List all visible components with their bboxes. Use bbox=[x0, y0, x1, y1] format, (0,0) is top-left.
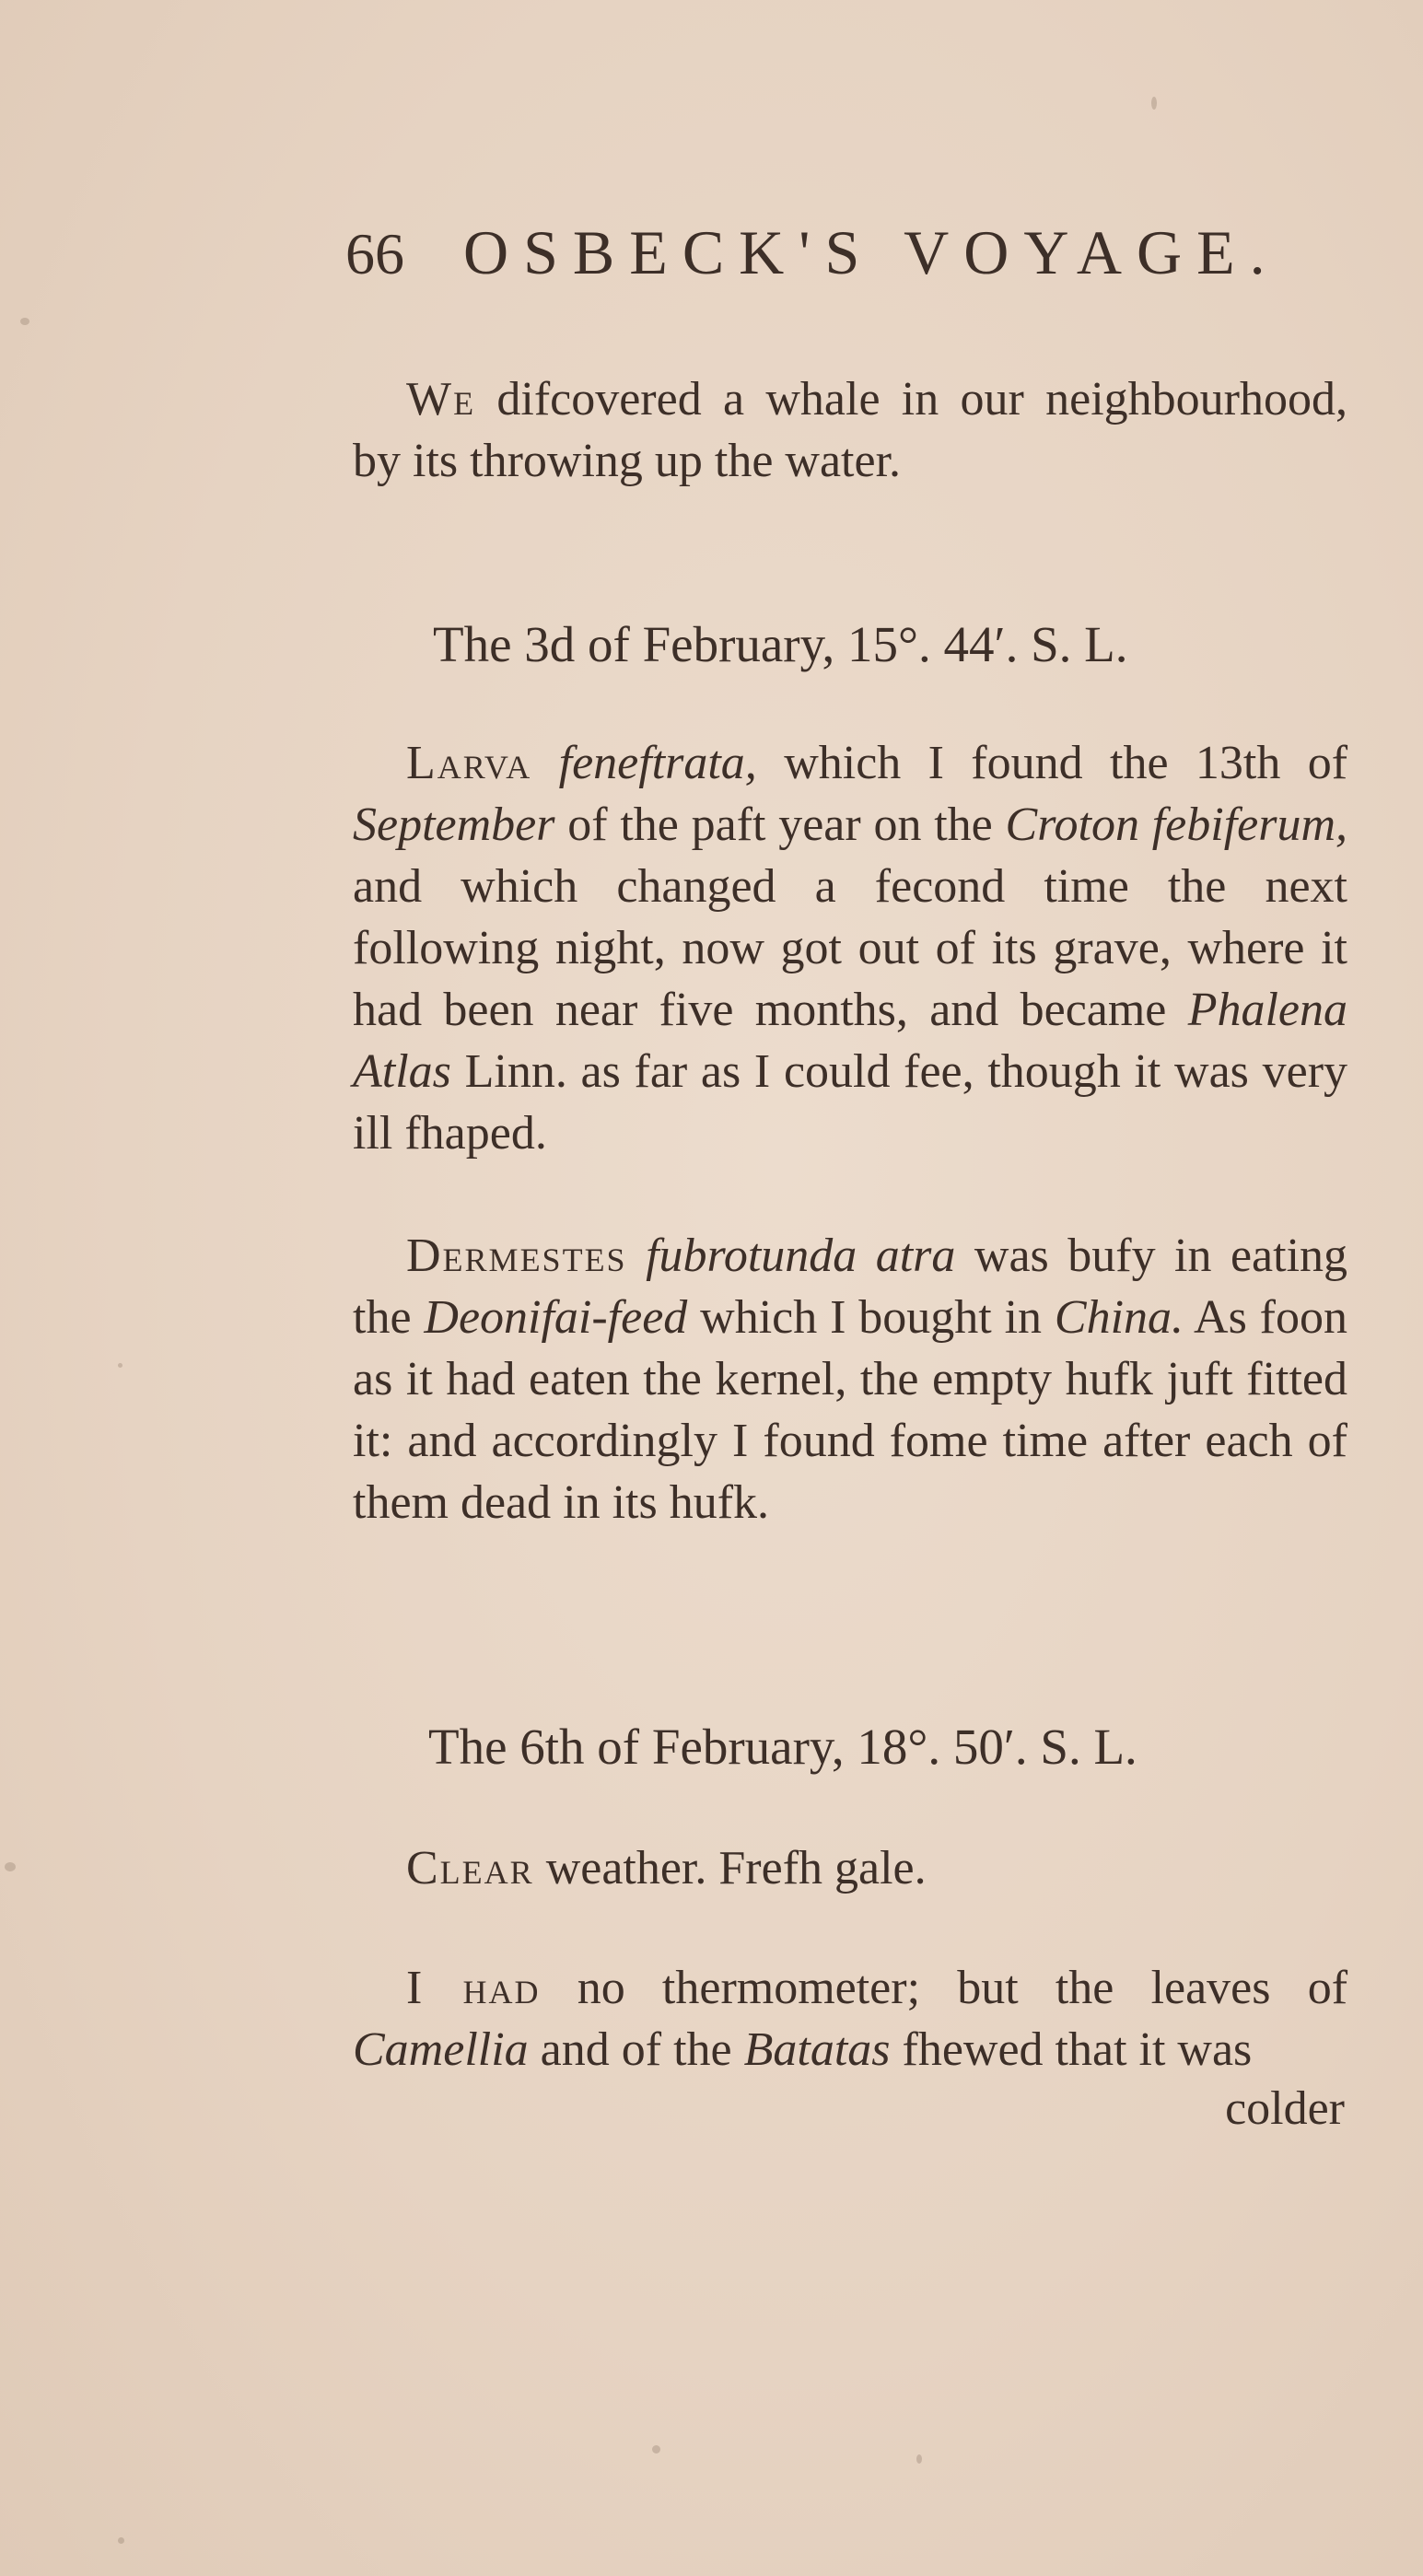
moth-name: Phalena Atlas bbox=[353, 984, 1347, 1098]
paragraph-text: Linn. as far as I could fee, though it was very ill fhaped. bbox=[353, 1045, 1348, 1160]
foxing-spot bbox=[5, 1862, 16, 1871]
paragraph-text: weather. Frefh gale. bbox=[545, 1842, 927, 1894]
paragraph-lead-word: We bbox=[406, 373, 476, 425]
paragraph-text: fhewed that it was bbox=[902, 2023, 1253, 2076]
paragraph-text: of the paft year on the bbox=[567, 798, 993, 851]
paragraph-text: which I bought in bbox=[700, 1291, 1043, 1344]
date-heading-feb-6: The 6th of February, 18°. 50′. S. L. bbox=[428, 1719, 1137, 1775]
foxing-spot bbox=[916, 2454, 922, 2464]
running-title: OSBECK'S VOYAGE. bbox=[463, 217, 1280, 287]
plant-name: Croton febiferum, bbox=[1005, 798, 1348, 851]
paragraph-lead-word: Dermestes bbox=[406, 1230, 627, 1282]
paragraph-whale bbox=[353, 368, 1347, 492]
paragraph-weather bbox=[353, 1837, 1347, 1899]
species-name: feneftrata, bbox=[558, 737, 757, 789]
page-number: 66 bbox=[345, 221, 404, 286]
paragraph-text: and which changed a fecond time the next following night, now got out of its grave, where it had been near five months, and became bbox=[353, 860, 1347, 1036]
date-heading-feb-3: The 3d of February, 15°. 44′. S. L. bbox=[433, 616, 1128, 672]
page-header bbox=[345, 216, 1359, 290]
paragraph-dermestes bbox=[353, 1225, 1347, 1533]
country-name: China. bbox=[1054, 1291, 1184, 1344]
paragraph-lead-word: Larva bbox=[406, 737, 532, 789]
paragraph-text: no thermometer; but the leaves of bbox=[577, 1962, 1348, 2014]
paragraph-text: As foon as it had eaten the kernel, the empty hufk juft fitted it: and accordingly I found fome time after each of them dead in its hufk. bbox=[353, 1291, 1347, 1529]
species-name: fubrotunda atra bbox=[646, 1230, 956, 1282]
catchword: colder bbox=[1225, 2082, 1345, 2135]
paragraph-lead-word: I had bbox=[406, 1962, 541, 2014]
paragraph-text: which I found the 13th of bbox=[784, 737, 1348, 789]
foxing-spot bbox=[118, 1363, 122, 1368]
paragraph-thermometer bbox=[353, 1957, 1347, 2081]
paragraph-lead-word: Clear bbox=[406, 1842, 534, 1894]
month-name: September bbox=[353, 798, 555, 851]
foxing-spot bbox=[652, 2445, 660, 2454]
paragraph-text: and of the bbox=[540, 2023, 732, 2076]
paragraph-text: difcovered a whale in our neighbourhood, by its throwing up the water. bbox=[353, 373, 1348, 487]
seed-name: Deonifai-feed bbox=[424, 1291, 688, 1344]
paragraph-larva bbox=[353, 732, 1347, 1164]
plant-name: Camellia bbox=[353, 2023, 529, 2076]
foxing-spot bbox=[20, 318, 29, 325]
foxing-spot bbox=[1151, 97, 1157, 110]
foxing-spot bbox=[118, 2537, 124, 2544]
plant-name: Batatas bbox=[743, 2023, 891, 2076]
paragraph-text: was bufy in eating the bbox=[353, 1230, 1348, 1344]
